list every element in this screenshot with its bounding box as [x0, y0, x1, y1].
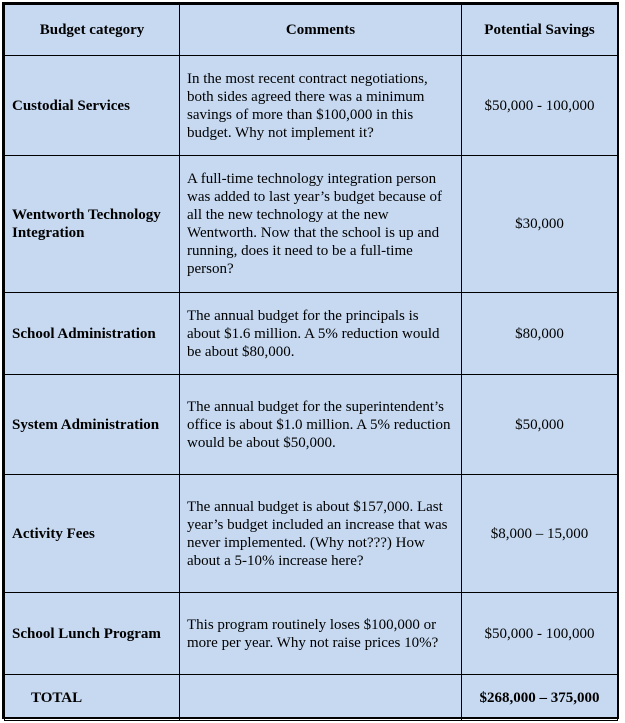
row-savings: $50,000 - 100,000	[462, 593, 618, 675]
row-comment: The annual budget is about $157,000. Last year’s budget included an increase that was never implemented. (Why not???) How about a 5-10% increase here?	[180, 475, 462, 593]
budget-table-frame	[2, 2, 619, 719]
table-row	[5, 293, 618, 375]
total-label: TOTAL	[5, 675, 180, 721]
total-row	[5, 675, 618, 721]
table-row	[5, 156, 618, 293]
row-category: System Administration	[5, 375, 180, 475]
row-comment: This program routinely loses $100,000 or more per year. Why not raise prices 10%?	[180, 593, 462, 675]
row-category: Activity Fees	[5, 475, 180, 593]
row-savings: $80,000	[462, 293, 618, 375]
table-row	[5, 593, 618, 675]
row-savings: $50,000 - 100,000	[462, 56, 618, 156]
row-comment: A full-time technology integration person was added to last year’s budget because of all the new technology at the new Wentworth. Now that the school is up and running, does it need to be a full-time person?	[180, 156, 462, 293]
row-comment: In the most recent contract negotiations, both sides agreed there was a minimum savings of more than $100,000 in this budget. Why not implement it?	[180, 56, 462, 156]
table-header-row	[5, 5, 618, 56]
table-row	[5, 375, 618, 475]
row-savings: $30,000	[462, 156, 618, 293]
row-comment: The annual budget for the principals is about $1.6 million. A 5% reduction would be about $80,000.	[180, 293, 462, 375]
row-category: Wentworth Technology Integration	[5, 156, 180, 293]
row-comment: The annual budget for the superintendent’s office is about $1.0 million. A 5% reduction would be about $50,000.	[180, 375, 462, 475]
table-row	[5, 475, 618, 593]
table-row	[5, 56, 618, 156]
row-category: School Lunch Program	[5, 593, 180, 675]
row-category: Custodial Services	[5, 56, 180, 156]
row-category: School Administration	[5, 293, 180, 375]
budget-table	[4, 4, 618, 721]
header-budget-category: Budget category	[5, 5, 180, 56]
header-comments: Comments	[180, 5, 462, 56]
row-savings: $50,000	[462, 375, 618, 475]
row-savings: $8,000 – 15,000	[462, 475, 618, 593]
total-savings: $268,000 – 375,000	[462, 675, 618, 721]
header-potential-savings: Potential Savings	[462, 5, 618, 56]
total-comment	[180, 675, 462, 721]
